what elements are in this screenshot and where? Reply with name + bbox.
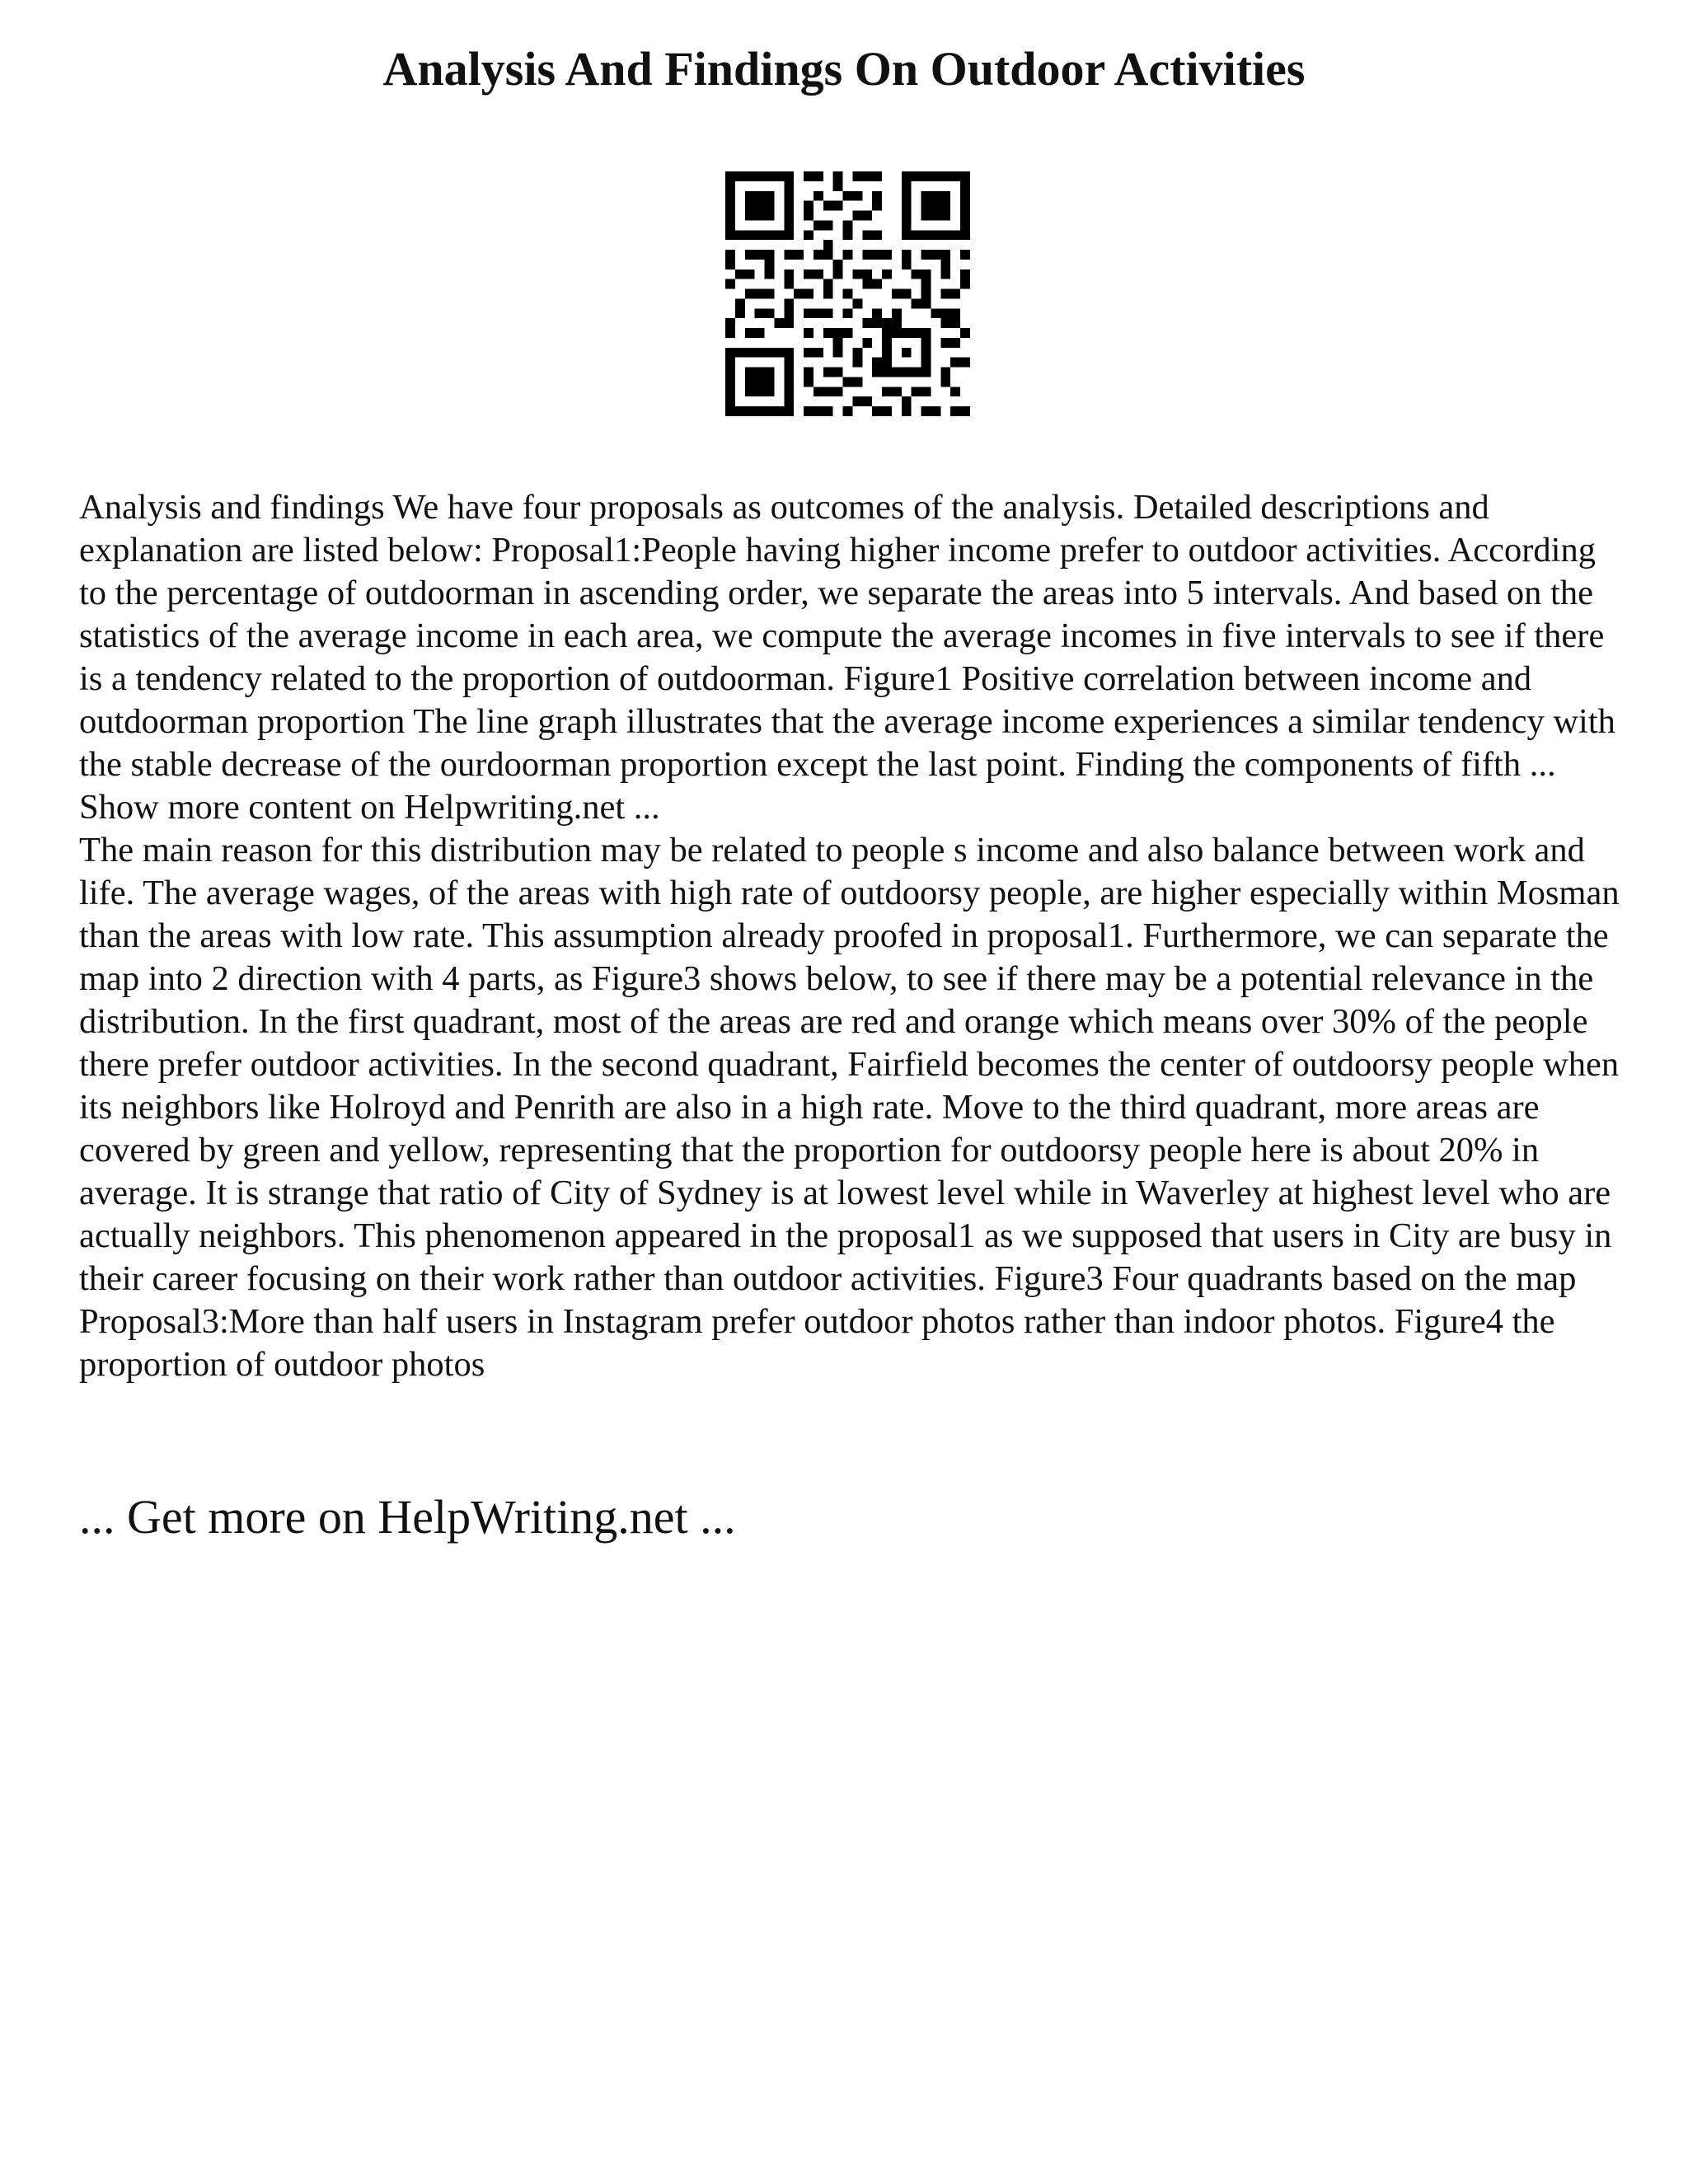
document-body: Analysis and findings We have four proposals as outcomes of the analysis. Detailed descriptions and explanation are listed below: Proposal1:People having higher income prefer to outdoor activities. According to the percentage of outdoorman in ascending order, we separate the areas into 5 intervals. And based on the statistics of the average income in each area, we compute the average incomes in five intervals to see if there is a tendency related to the proportion of outdoorman. Figure1 Positive correlation between income and outdoorman proportion The line graph illustrates that the average income experiences a similar tendency with the stable decrease of the ourdoorman proportion except the last point. Finding the components of fifth ... Show more content on Helpwriting.net ... The main reason for this distribution may be related to people s income and also balance between work and life. The average wages, of the areas with high rate of outdoorsy people, are higher especially within Mosman than the areas with low rate. This assumption already proofed in proposal1. Furthermore, we can separate the map into 2 direction with 4 parts, as Figure3 shows below, to see if there may be a potential relevance in the distribution. In the first quadrant, most of the areas are red and orange which means over 30% of the people there prefer outdoor activities. In the second quadrant, Fairfield becomes the center of outdoorsy people when its neighbors like Holroyd and Penrith are also in a high rate. Move to the third quadrant, more areas are covered by green and yellow, representing that the proportion for outdoorsy people here is about 20% in average. It is strange that ratio of City of Sydney is at lowest level while in Waverley at highest level who are actually neighbors. This phenomenon appeared in the proposal1 as we supposed that users in City are busy in their career focusing on their work rather than outdoor activities. Figure3 Four quadrants based on the map Proposal3:More than half users in Instagram prefer outdoor photos rather than indoor photos. Figure4 the proportion of outdoor photos: [79, 488, 1620, 1384]
document-title: Analysis And Findings On Outdoor Activities: [382, 42, 1306, 96]
get-more-link[interactable]: ... Get more on HelpWriting.net ...: [79, 1490, 736, 1544]
qr-code-graphic: [725, 171, 970, 416]
qr-code-icon: [725, 171, 970, 416]
